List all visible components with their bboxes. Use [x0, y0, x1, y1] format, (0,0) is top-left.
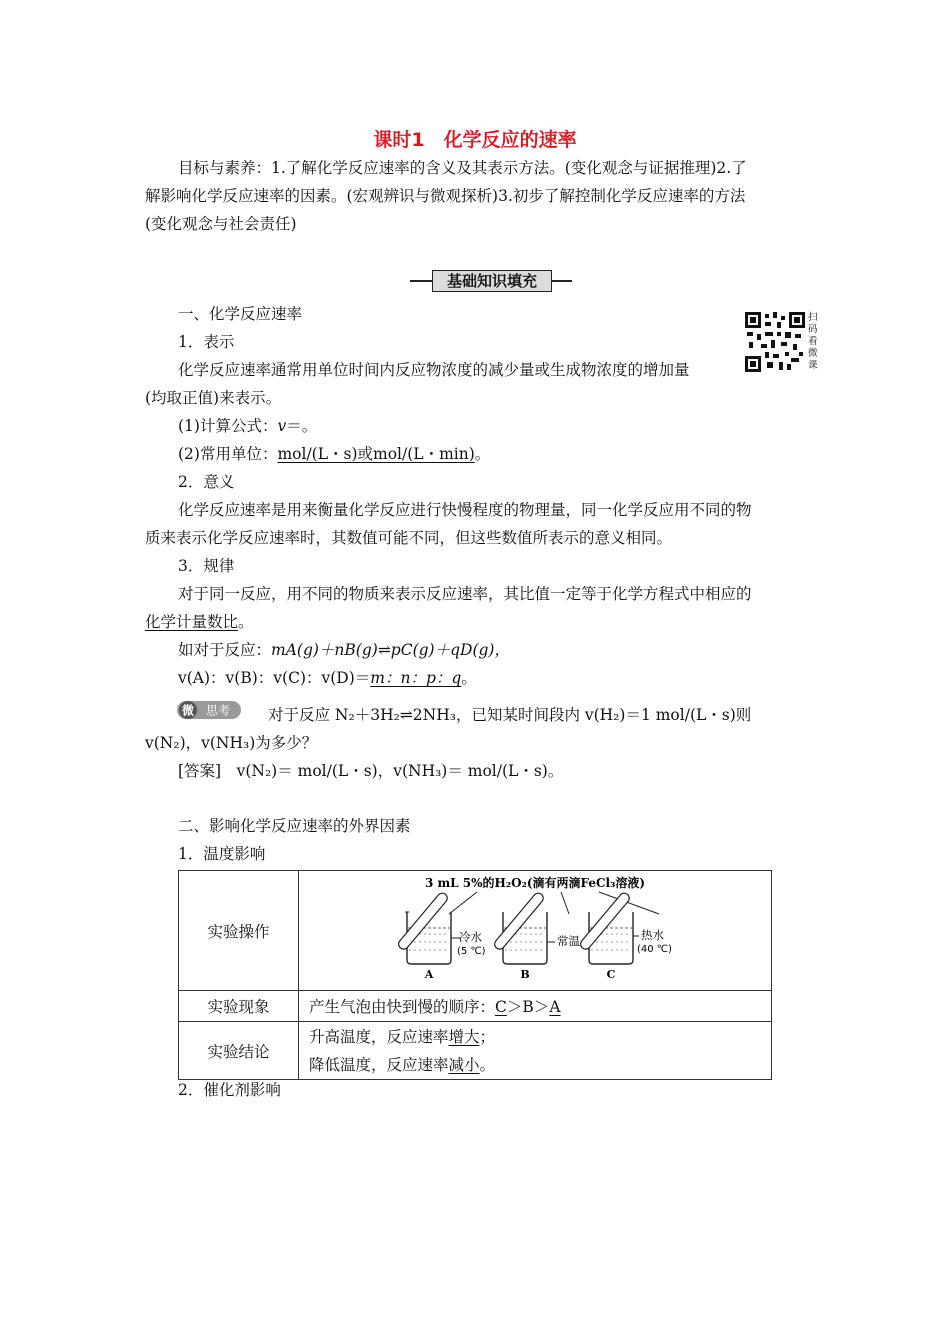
units-line: (2)常用单位：mol/(L・s)或mol/(L・min)。 [178, 445, 491, 463]
svg-text:A: A [424, 967, 434, 981]
section-1-heading: 一、化学反应速率 [178, 305, 303, 323]
subheading-temperature: 1．温度影响 [178, 845, 266, 863]
para-3a: 对于同一反应，用不同的物质来表示反应速率，其比值一定等于化学方程式中相应的 [178, 585, 752, 603]
svg-text:C: C [606, 967, 616, 981]
ratio-line: v(A)：v(B)：v(C)：v(D)＝m：n：p：q。 [178, 669, 477, 687]
think-badge-icon [176, 700, 242, 720]
qr-caption: 扫 码 看 微 课 [808, 312, 818, 371]
para-1a: 化学反应速率通常用单位时间内反应物浓度的减少量或生成物浓度的增加量 [178, 361, 690, 379]
diagram-title: 3 mL 5%的H₂O₂(滴有两滴FeCl₃溶液) [424, 875, 646, 890]
beaker-b-icon [493, 891, 555, 964]
subheading-catalyst: 2．催化剂影响 [178, 1081, 281, 1099]
equation-line: 如对于反应：mA(g)＋nB(g)⇌pC(g)＋qD(g)， [178, 641, 510, 659]
subheading-2: 2．意义 [178, 473, 235, 491]
para-2a: 化学反应速率是用来衡量化学反应进行快慢程度的物理量，同一化学反应用不同的物 [178, 501, 752, 519]
goals-line-1: 目标与素养：1.了解化学反应速率的含义及其表示方法。(变化观念与证据推理)2.了 [178, 159, 747, 177]
goals-line-3: (变化观念与社会责任) [145, 215, 297, 233]
goals-line-2: 解影响化学反应速率的因素。(宏观辨识与微观探析)3.初步了解控制化学反应速率的方法 [145, 187, 746, 205]
beaker-diagram [299, 872, 771, 990]
section-banner [410, 270, 572, 292]
experiment-diagram-cell [299, 871, 772, 991]
para-2b: 质来表示化学反应速率时，其数值可能不同，但这些数值所表示的意义相同。 [145, 529, 673, 547]
think-answer: [答案] v(N₂)＝ mol/(L・s)，v(NH₃)＝ mol/(L・s)。 [178, 762, 564, 780]
svg-text:(40 ℃): (40 ℃) [637, 943, 672, 955]
svg-text:常温: 常温 [557, 933, 580, 948]
row-head-operation: 实验操作 [179, 871, 299, 991]
think-question-b: v(N₂)，v(NH₃)为多少？ [145, 734, 318, 752]
row-head-phenomenon: 实验现象 [179, 991, 299, 1022]
section-2-heading: 二、影响化学反应速率的外界因素 [178, 817, 411, 835]
svg-text:热水: 热水 [641, 927, 664, 942]
para-3b: 化学计量数比。 [145, 613, 254, 631]
conclusion-cell: 升高温度，反应速率增大； 降低温度，反应速率减小。 [299, 1022, 772, 1080]
subheading-1: 1．表示 [178, 333, 235, 351]
svg-text:冷水: 冷水 [459, 929, 482, 944]
qr-code-icon[interactable] [745, 312, 805, 372]
beaker-c-icon [579, 891, 639, 964]
formula-line: (1)计算公式：v＝。 [178, 417, 318, 435]
row-head-conclusion: 实验结论 [179, 1022, 299, 1080]
think-question-a: 对于反应 N₂＋3H₂⇌2NH₃，已知某时间段内 v(H₂)＝1 mol/(L・s)则 [268, 706, 752, 724]
badge-char-a: 微 [181, 703, 195, 718]
subheading-3: 3．规律 [178, 557, 235, 575]
beaker-a-icon [397, 891, 461, 964]
svg-text:B: B [520, 967, 530, 981]
svg-text:(5 ℃): (5 ℃) [457, 945, 486, 957]
temperature-experiment-table [178, 870, 772, 1080]
banner-label: 基础知识填充 [432, 270, 552, 292]
badge-char-b: 思考 [205, 703, 231, 718]
para-1b: (均取正值)来表示。 [145, 389, 282, 407]
page-title: 课时1 化学反应的速率 [373, 129, 577, 151]
phenomenon-cell: 产生气泡由快到慢的顺序：C＞B＞A [299, 991, 772, 1022]
